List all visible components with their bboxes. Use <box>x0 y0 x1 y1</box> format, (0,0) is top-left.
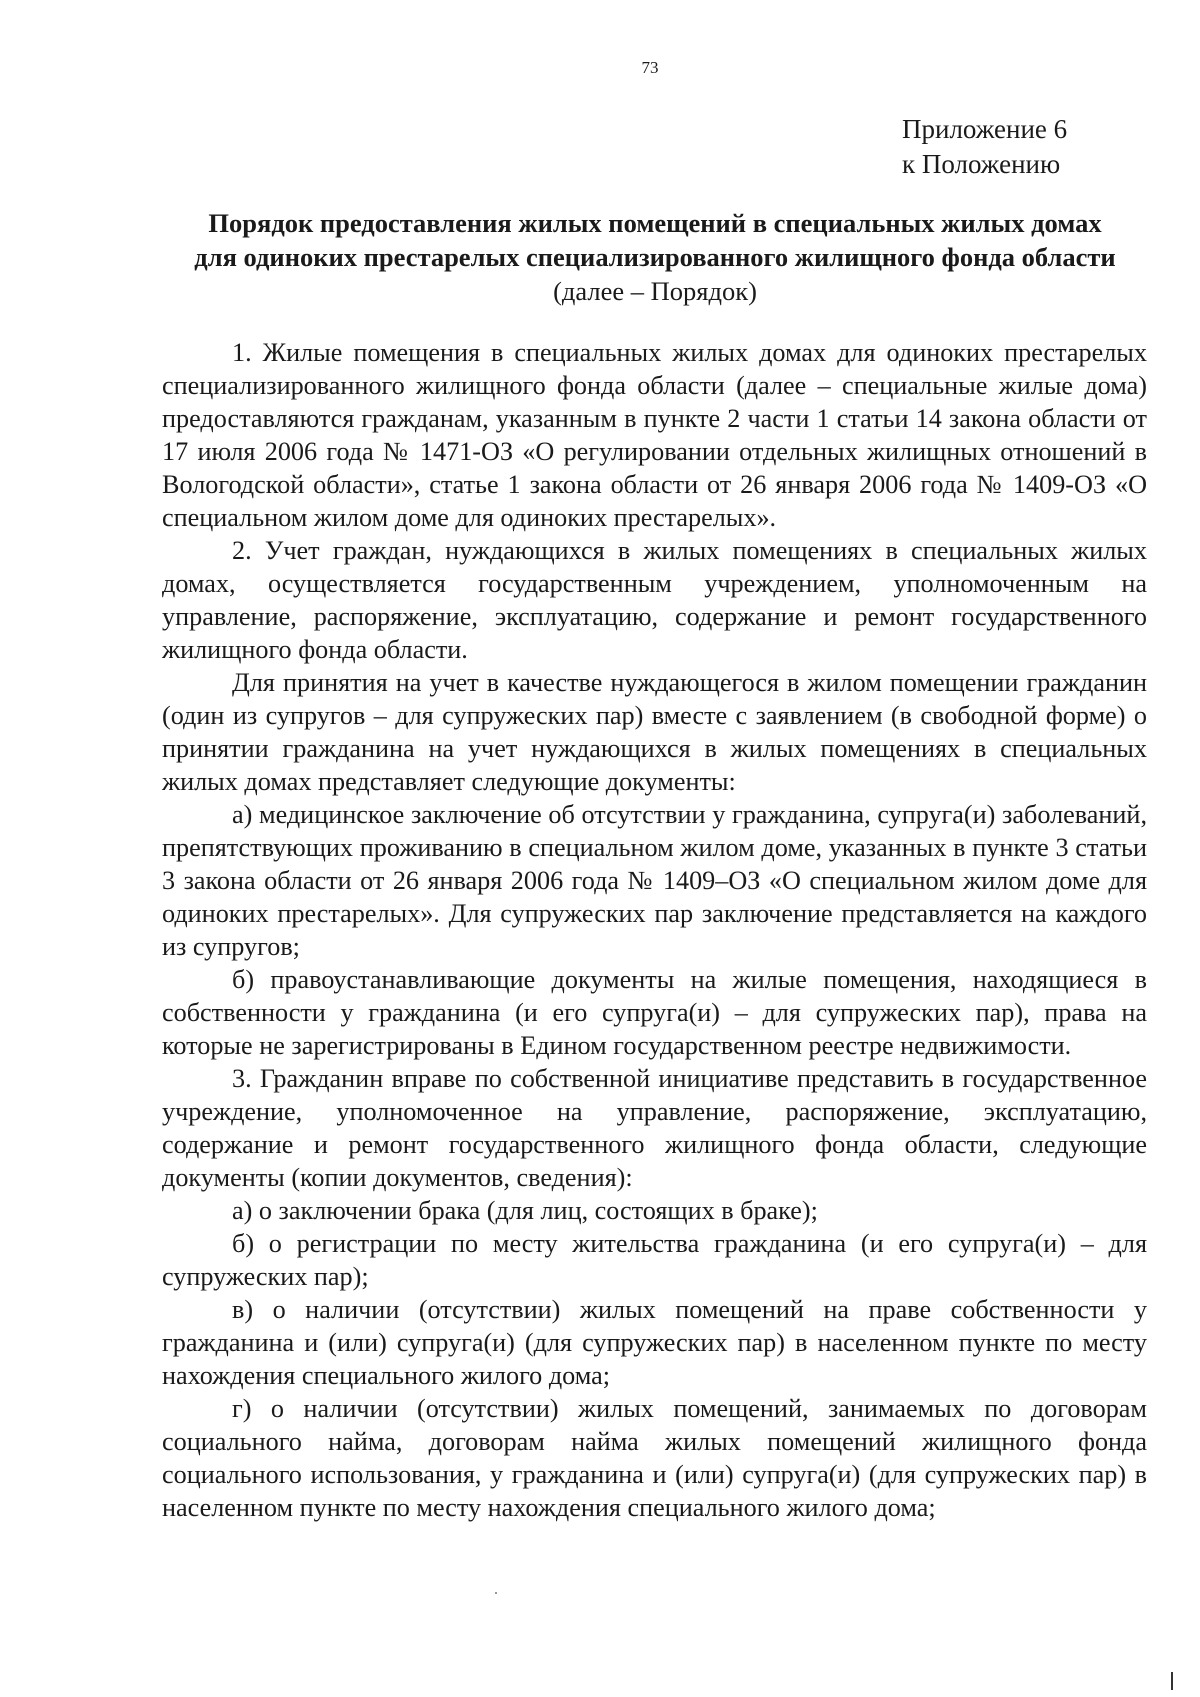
page-number: 73 <box>641 58 659 77</box>
appendix-line-2: к Положению <box>902 149 1061 179</box>
scan-speck <box>495 1592 497 1594</box>
title-line-1: Порядок предоставления жилых помещений в специальных жилых домах <box>208 208 1102 238</box>
paragraph-4: а) медицинское заключение об отсутствии у гражданина, супруга(и) заболеваний, препятствующих проживанию в специальном жилом доме, указанных в пункте 3 статьи 3 закона области от 26 января 2006 года № 1409–ОЗ «О специальном жилом доме для одиноких престарелых». Для супружеских пар заключение представляется на каждого из супругов; <box>162 800 1147 961</box>
paragraph-5: б) правоустанавливающие документы на жилые помещения, находящиеся в собственности у гражданина (и его супруга(и) – для супружеских пар), права на которые не зарегистрированы в Едином государственном реестре недвижимости. <box>162 965 1147 1060</box>
paragraph-3: Для принятия на учет в качестве нуждающегося в жилом помещении гражданин (один из супругов – для супружеских пар) вместе с заявлением (в свободной форме) о принятии гражданина на учет нуждающихся в жилых помещениях в специальных жилых домах представляет следующие документы: <box>162 668 1147 796</box>
paragraph-1: 1. Жилые помещения в специальных жилых домах для одиноких престарелых специализированного жилищного фонда области (далее – специальные жилые дома) предоставляются гражданам, указанным в пункте 2 части 1 статьи 14 закона области от 17 июля 2006 года № 1471-ОЗ «О регулировании отдельных жилищных отношений в Вологодской области», статье 1 закона области от 26 января 2006 года № 1409-ОЗ «О специальном жилом доме для одиноких престарелых». <box>162 338 1147 532</box>
appendix-reference <box>902 112 1067 182</box>
title-line-3: (далее – Порядок) <box>553 276 757 306</box>
scan-edge-mark <box>1171 1672 1173 1690</box>
appendix-line-1: Приложение 6 <box>902 114 1068 144</box>
document-body <box>162 336 1147 1524</box>
paragraph-10: г) о наличии (отсутствии) жилых помещений, занимаемых по договорам социального найма, договорам найма жилых помещений жилищного фонда социального использования, у гражданина и (или) супруга(и) (для супружеских пар) в населенном пункте по месту нахождения специального жилого дома; <box>162 1394 1147 1522</box>
paragraph-7: а) о заключении брака (для лиц, состоящих в браке); <box>232 1196 818 1225</box>
paragraph-8: б) о регистрации по месту жительства гражданина (и его супруга(и) – для супружеских пар); <box>162 1229 1147 1291</box>
paragraph-2: 2. Учет граждан, нуждающихся в жилых помещениях в специальных жилых домах, осуществляется государственным учреждением, уполномоченным на управление, распоряжение, эксплуатацию, содержание и ремонт государственного жилищного фонда области. <box>162 536 1147 664</box>
title-line-2: для одиноких престарелых специализированного жилищного фонда области <box>194 242 1116 272</box>
document-title <box>150 206 1160 308</box>
paragraph-6: 3. Гражданин вправе по собственной инициативе представить в государственное учреждение, уполномоченное на управление, распоряжение, эксплуатацию, содержание и ремонт государственного жилищного фонда области, следующие документы (копии документов, сведения): <box>162 1064 1147 1192</box>
paragraph-9: в) о наличии (отсутствии) жилых помещений на праве собственности у гражданина и (или) супруга(и) (для супружеских пар) в населенном пункте по месту нахождения специального жилого дома; <box>162 1295 1147 1390</box>
